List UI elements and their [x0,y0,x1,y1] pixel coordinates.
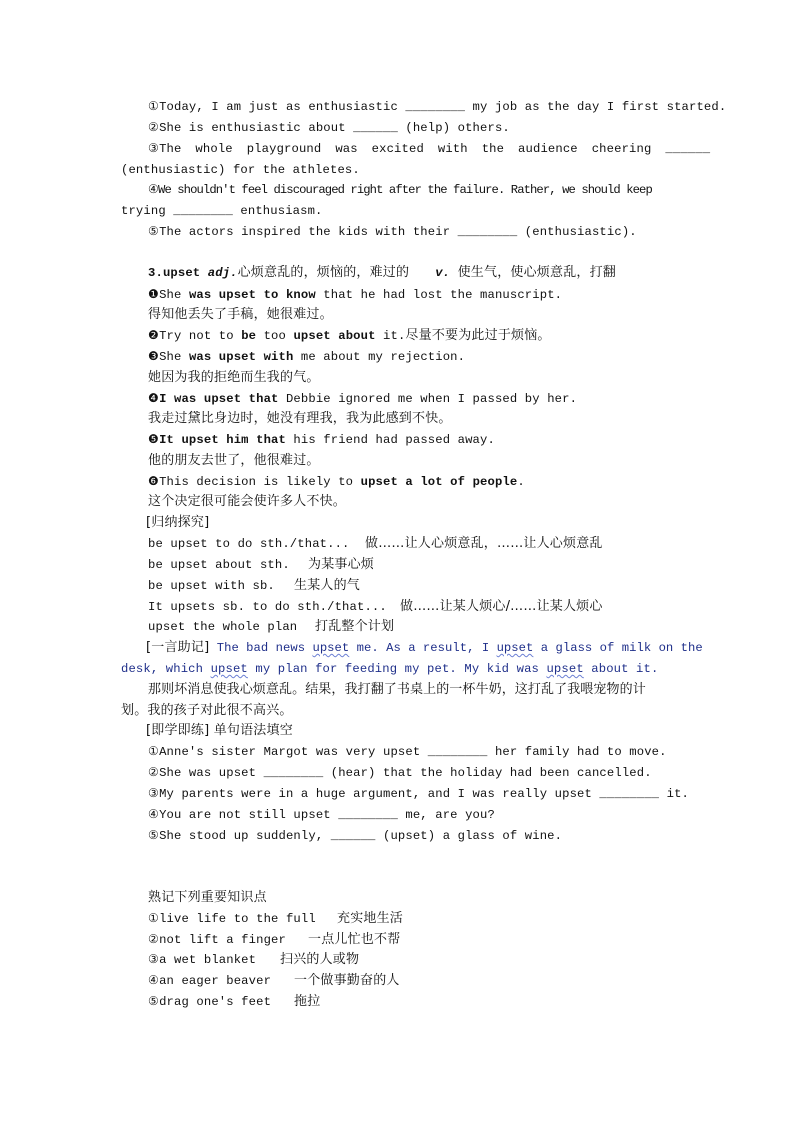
practice-line: ①Anne's sister Margot was very upset ________ her family had to move. [148,745,667,759]
summary-item: It upsets sb. to do sth./that... 做……让某人烦心/……让某人烦心 [148,599,603,614]
exercise-line: ②She is enthusiastic about ______ (help) others. [148,121,510,135]
summary-item: be upset to do sth./that... 做……让人心烦意乱，……让人心烦意乱 [148,536,603,551]
example-sentence: ❸She was upset with me about my rejection. [148,350,466,364]
example-translation: 尽量不要为此过于烦恼。 [405,328,551,343]
entry-word: upset [162,266,201,280]
example-sentence: ❷Try not to be too upset about it.尽量不要为此过于烦恼。 [148,328,551,343]
phrase-item: ③a wet blanket 扫兴的人或物 [148,952,360,967]
example-sentence: ❶She was upset to know that he had lost the manuscript. [148,288,563,302]
practice-line: ⑤She stood up suddenly, ______ (upset) a glass of wine. [148,829,563,843]
exercise-line: ⑤The actors inspired the kids with their ________ (enthusiastic). [148,225,637,239]
entry-meaning-adj: 心烦意乱的，烦恼的，难过的 [237,265,410,280]
practice-line: ④You are not still upset ________ me, are you? [148,808,495,822]
mnemonic-line: desk, which upset my plan for feeding my pet. My kid was upset about it. [121,662,659,676]
example-sentence: ❻This decision is likely to upset a lot of people. [148,475,525,489]
summary-item: be upset about sth. 为某事心烦 [148,557,375,572]
summary-item: upset the whole plan 打乱整个计划 [148,619,395,634]
exercise-line: ③The whole playground was excited with the audience cheering ______ [148,142,711,156]
mnemonic-label: [一言助记] [146,640,210,655]
exercise-line: (enthusiastic) for the athletes. [121,163,360,177]
mnemonic-translation: 划。我的孩子对此很不高兴。 [121,703,293,718]
example-translation: 他的朋友去世了，他很难过。 [148,453,320,468]
practice-label: [即学即练] [146,723,210,738]
entry-pos-adj: adj. [207,266,238,280]
example-translation: 得知他丢失了手稿，她很难过。 [148,307,333,322]
mnemonic-translation: 那则坏消息使我心烦意乱。结果，我打翻了书桌上的一杯牛奶，这打乱了我喂宠物的计 [148,682,646,697]
example-marker: ❸ [148,350,160,364]
example-sentence: ❹I was upset that Debbie ignored me when I passed by her. [148,392,578,406]
summary-label: [归纳探究] [146,515,210,530]
summary-item: be upset with sb. 生某人的气 [148,578,361,593]
example-translation: 这个决定很可能会使许多人不快。 [148,494,347,509]
exercise-line: trying ________ enthusiasm. [121,204,323,218]
phrase-item: ①live life to the full 充实地生活 [148,911,404,926]
entry-meaning-v: 使生气，使心烦意乱，打翻 [457,265,617,280]
example-marker: ❻ [148,475,160,489]
phrase-item: ⑤drag one's feet 拖拉 [148,994,321,1009]
mnemonic-line: [一言助记] The bad news upset me. As a result, I upset a glass of milk on the [146,640,703,655]
exercise-line: ④We shouldn't feel discouraged right after the failure. Rather, we should keep [148,183,652,197]
phrase-item: ②not lift a finger 一点儿忙也不帮 [148,932,401,947]
practice-heading [146,721,293,741]
phrases-title: 熟记下列重要知识点 [148,890,267,905]
entry-number: 3. [148,266,163,280]
example-marker: ❺ [148,433,160,447]
example-marker: ❷ [148,329,160,343]
phrase-item: ④an eager beaver 一个做事勤奋的人 [148,973,400,988]
practice-line: ③My parents were in a huge argument, and I was really upset ________ it. [148,787,689,801]
example-marker: ❶ [148,288,160,302]
example-translation: 我走过黛比身边时，她没有理我，我为此感到不快。 [148,411,452,426]
entry-heading [148,263,616,283]
example-translation: 她因为我的拒绝而生我的气。 [148,370,320,385]
exercise-line: ①Today, I am just as enthusiastic ________ my job as the day I first started. [148,100,727,114]
practice-line: ②She was upset ________ (hear) that the holiday had been cancelled. [148,766,652,780]
example-marker: ❹ [148,392,160,406]
practice-title: 单句语法填空 [213,723,293,738]
entry-pos-v: v. [435,266,451,280]
example-sentence: ❺It upset him that his friend had passed away. [148,433,495,447]
